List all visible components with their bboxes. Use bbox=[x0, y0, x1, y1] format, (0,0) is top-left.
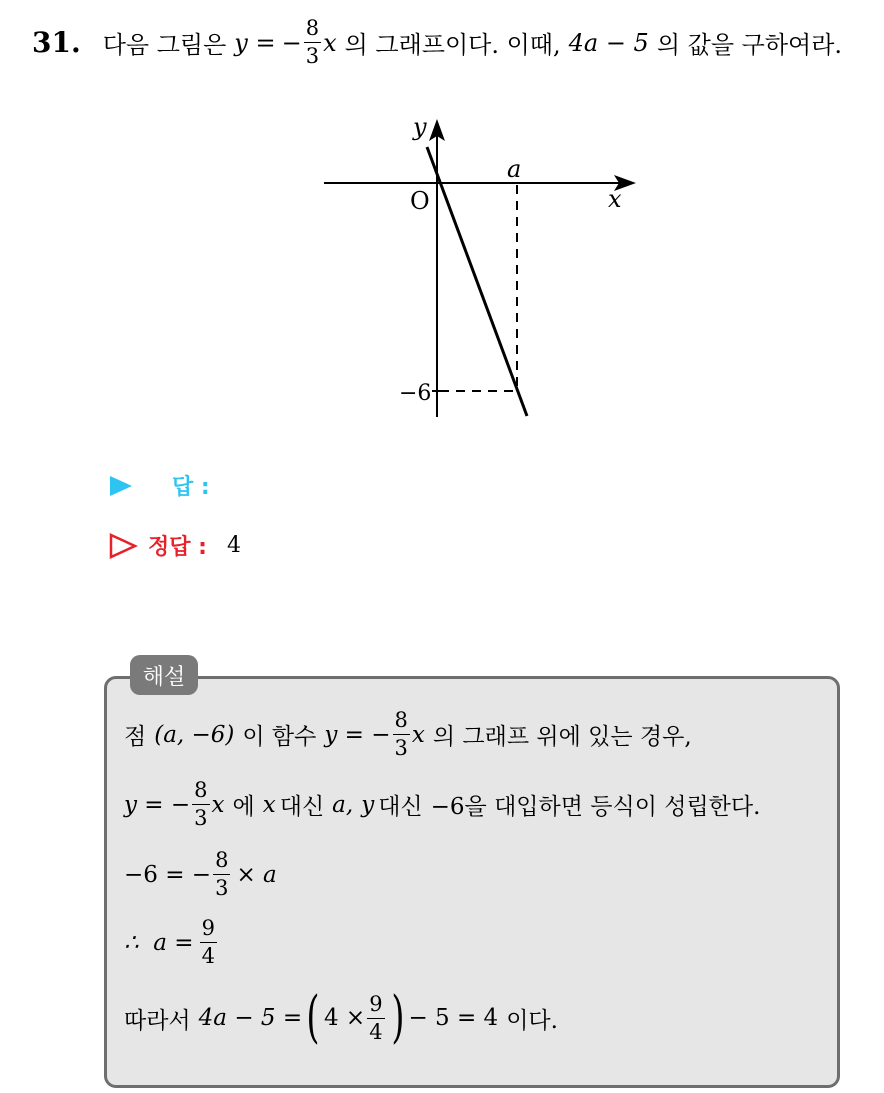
left-paren: ( bbox=[306, 985, 320, 1050]
solution-equation: 4a − 5 = bbox=[198, 1005, 303, 1031]
question-text-end: 의 값을 구하여라. bbox=[656, 31, 843, 59]
solution-text: 점 bbox=[124, 724, 147, 750]
fraction-denominator: 4 bbox=[201, 944, 215, 968]
solution-var: x bbox=[211, 791, 225, 818]
function-line bbox=[427, 147, 527, 416]
solution-line-3 bbox=[124, 850, 277, 899]
solution-text: 에 bbox=[232, 794, 255, 820]
solution-equation: y = − bbox=[124, 791, 191, 818]
solution-text: 이 함수 bbox=[242, 724, 317, 750]
question-text-before: 다음 그림은 bbox=[102, 31, 227, 59]
fraction-numerator: 9 bbox=[200, 918, 217, 943]
fraction-denominator: 3 bbox=[194, 806, 208, 830]
solution-var: a, bbox=[332, 791, 354, 818]
question-var-x: x bbox=[323, 28, 337, 57]
solution-text: 대신 bbox=[279, 794, 325, 820]
solution-text: 대신 bbox=[378, 794, 423, 820]
solution-fraction bbox=[393, 710, 410, 759]
x-axis-label: x bbox=[608, 185, 622, 213]
solution-equation: −6 = − bbox=[124, 861, 212, 888]
correct-answer-value: 4 bbox=[226, 533, 241, 558]
right-paren: ) bbox=[390, 985, 405, 1050]
linear-graph bbox=[300, 105, 660, 435]
solution-tab: 해설 bbox=[130, 655, 198, 695]
answer-line bbox=[108, 470, 210, 501]
fraction-denominator: 4 bbox=[369, 1019, 383, 1044]
solution-line-4 bbox=[124, 918, 219, 967]
fraction-denominator: 3 bbox=[394, 736, 408, 760]
question-expression: 4a − 5 bbox=[568, 28, 649, 57]
solution-line-2 bbox=[124, 780, 760, 829]
fraction-numerator: 8 bbox=[393, 710, 410, 735]
solution-line-1 bbox=[124, 710, 692, 759]
solution-equation: − 5 = 4 bbox=[408, 1005, 499, 1031]
solution-text: −6을 대입하면 등식이 성립한다. bbox=[430, 794, 761, 820]
solution-var: x bbox=[262, 791, 276, 818]
solution-text: 이다. bbox=[506, 1007, 558, 1034]
fraction-denominator: 3 bbox=[305, 44, 320, 68]
play-triangle-icon bbox=[108, 474, 134, 498]
solution-text: 의 그래프 위에 있는 경우, bbox=[432, 724, 692, 750]
origin-label: O bbox=[410, 187, 430, 215]
question-number: 31. bbox=[32, 26, 81, 59]
solution-equation: y = − bbox=[324, 721, 391, 748]
question-text-after: 의 그래프이다. 이때, bbox=[344, 31, 561, 59]
solution-fraction bbox=[367, 991, 384, 1044]
answer-label: 답 : bbox=[172, 475, 210, 500]
fraction-denominator: 3 bbox=[215, 876, 229, 900]
solution-fraction bbox=[213, 850, 230, 899]
outline-triangle-icon bbox=[108, 532, 138, 560]
neg6-label: −6 bbox=[399, 381, 432, 406]
solution-line-5 bbox=[124, 985, 558, 1050]
fraction-numerator: 8 bbox=[192, 780, 209, 805]
question-line bbox=[32, 18, 842, 67]
correct-answer-label: 정답 : bbox=[148, 535, 207, 560]
fraction-numerator: 9 bbox=[367, 994, 384, 1019]
a-label: a bbox=[507, 155, 522, 183]
correct-answer-line bbox=[108, 530, 241, 561]
solution-equation: × a bbox=[236, 861, 277, 888]
solution-text: 따라서 bbox=[124, 1007, 191, 1034]
question-minus: − bbox=[281, 28, 302, 57]
solution-var: y bbox=[361, 791, 375, 818]
question-fraction bbox=[304, 18, 321, 67]
solution-var: x bbox=[411, 721, 425, 748]
fraction-numerator: 8 bbox=[213, 850, 230, 875]
solution-equation: ∴ a = bbox=[124, 929, 194, 956]
solution-fraction bbox=[200, 918, 217, 967]
question-y-eq: y = bbox=[234, 28, 276, 57]
solution-point: (a, −6) bbox=[154, 721, 235, 748]
y-axis-label: y bbox=[413, 113, 427, 141]
fraction-numerator: 8 bbox=[304, 18, 321, 43]
solution-fraction bbox=[192, 780, 209, 829]
solution-equation: 4 × bbox=[323, 1005, 366, 1031]
